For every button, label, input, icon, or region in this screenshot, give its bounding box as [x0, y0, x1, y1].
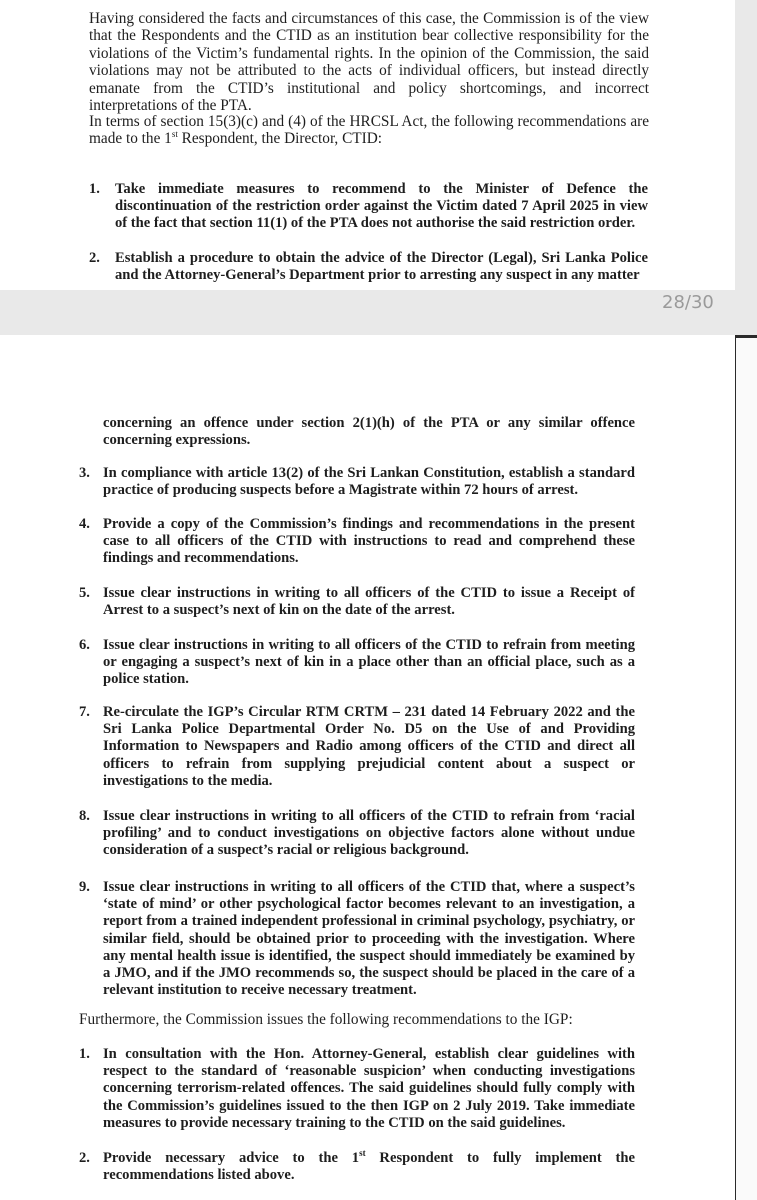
document-page-bottom: concerning an offence under section 2(1)(h) of the PTA or any similar offence concerning expressions. 3. In compliance with article 13(2) of the Sri Lankan Constitution, establish a standard practice of producing suspects before a Magistrate within 72 hours of arrest. 4. Provide a copy of the Commission’s findings and recommendations in the present case to all officers of the CTID with instructions to read and comprehend these findings and recommendations. 5. Issue clear instructions in writing to all officers of the CTID to issue a Receipt of Arrest to a suspect’s next of kin on the date of the arrest. 6. Issue clear instructions in writing to all officers of the CTID to refrain from meeting or engaging a suspect’s next of kin in a place other than an official place, such as a police station. 7. Re-circulate the IGP’s Circular RTM CRTM – 231 dated 14 February 2022 and the Sri Lanka Police Departmental Order No. D5 on the Use of and Providing Information to Newspapers and Radio among officers of the CTID and direct all officers to refrain from supplying prejudicial content about a suspect or investigations to the media. 8. Issue clear instructions in writing to all officers of the CTID to refrain from ‘racial profiling’ and to conduct investigations on objective factors alone without undue consideration of a suspect’s racial or religious background. 9. Issue clear instructions in writing to all officers of the CTID that, where a suspect’s ‘state of mind’ or other psychological factor becomes relevant to an investigation, a report from a trained independent professional in criminal psychology, psychiatry, or similar field, should be obtained prior to proceeding with the investigation. Where any mental health issue is identified, the suspect should immediately be examined by a JMO, and if the JMO recommends so, the suspect should be placed in the care of a relevant institution to receive necessary treatment. Furthermore, the Commission issues the following recommendations to the IGP: 1. In consultation with the Hon. Attorney-General, establish clear guidelines with respect to the standard of ‘reasonable suspicion’ when conducting investigations concerning terrorism-related offences. The said guidelines should fully comply with the Commission’s guidelines issued to the then IGP on 2 July 2019. Take immediate measures to provide necessary training to the CTID on the said guidelines. 2. Provide necessary advice to the 1st Respondent to fully implement the recommendations listed above.: [0, 335, 735, 1200]
findings-paragraph: Having considered the facts and circumstances of this case, the Commission is of the view that the Respondents and the CTID as an institution bear collective responsibility for the violations of the Victim’s fundamental rights. In the opinion of the Commission, the said violations may not be attributed to the acts of individual officers, but instead directly emanate from the CTID’s institutional and policy shortcomings, and incorrect interpretations of the PTA.: [89, 10, 649, 115]
document-page-top: Having considered the facts and circumstances of this case, the Commission is of the view that the Respondents and the CTID as an institution bear collective responsibility for the violations of the Victim’s fundamental rights. In the opinion of the Commission, the said violations may not be attributed to the acts of individual officers, but instead directly emanate from the CTID’s institutional and policy shortcomings, and incorrect interpretations of the PTA. In terms of section 15(3)(c) and (4) of the HRCSL Act, the following recommendations are made to the 1st Respondent, the Director, CTID: 1. Take immediate measures to recommend to the Minister of Defence the discontinuation of the restriction order against the Victim dated 7 April 2025 in view of the fact that section 11(1) of the PTA does not authorise the said restriction order. 2. Establish a procedure to obtain the advice of the Director (Legal), Sri Lanka Police and the Attorney-General’s Department prior to arresting any suspect in any matter: [0, 0, 735, 290]
page-edge: [735, 335, 757, 1200]
furthermore-paragraph: Furthermore, the Commission issues the following recommendations to the IGP:: [79, 1011, 573, 1028]
recommendations-intro-paragraph: In terms of section 15(3)(c) and (4) of the HRCSL Act, the following recommendations are made to the 1st Respondent, the Director, CTID:: [89, 113, 649, 148]
page-border-corner: [735, 335, 757, 338]
page-indicator: 28/30: [662, 292, 714, 313]
